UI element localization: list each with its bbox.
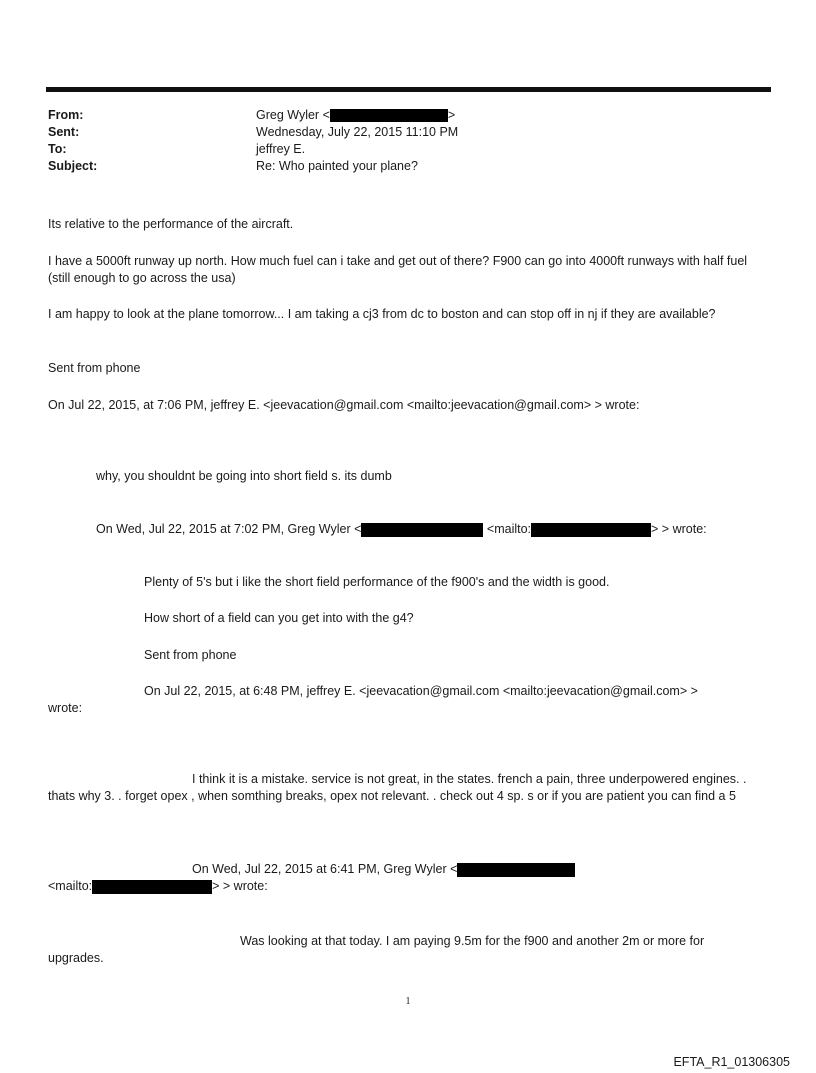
subject-value: Re: Who painted your plane? [256,159,418,173]
quote-header-suffix: > > wrote: [651,522,707,536]
page-number: 1 [405,996,411,1007]
quote-header-mid: <mailto: [486,522,532,536]
body-signature: Sent from phone [48,361,141,375]
quote-header-prefix: On Wed, Jul 22, 2015 at 6:41 PM, Greg Wyler < [192,862,458,876]
bates-number: EFTA_R1_01306305 [673,1055,790,1069]
quote-header: On Jul 22, 2015, at 6:48 PM, jeffrey E. <jeevacation@gmail.com <mailto:jeevacation@gmail.com> > [144,684,698,698]
redaction-block [330,109,448,122]
from-value-prefix: Greg Wyler < [256,108,330,122]
body-paragraph: I have a 5000ft runway up north. How much fuel can i take and get out of there? F900 can go into 4000ft runways with half fuel (still enough to go across the usa) [48,254,748,285]
sent-row [48,124,748,141]
quoted-text: I think it is a mistake. service is not great, in the states. french a pain, three underpowered engines. . thats why 3. . forget opex , when somthing breaks, opex not relevant. . check out 4 sp. s or if you are patient you can find a 5 [48,772,747,803]
body-paragraph: I am happy to look at the plane tomorrow... I am taking a cj3 from dc to boston and can stop off in nj if they are available? [48,307,716,321]
sent-label: Sent: [48,125,80,139]
to-row [48,141,748,158]
quote-header-prefix: On Wed, Jul 22, 2015 at 7:02 PM, Greg Wyler < [96,522,362,536]
header-rule [46,87,771,92]
email-header [48,107,748,175]
from-value-suffix: > [447,108,456,122]
quote-header-cont: wrote: [48,701,83,715]
from-value [256,107,455,124]
quote-header [192,861,575,878]
from-label: From: [48,108,84,122]
quoted-text: How short of a field can you get into with the g4? [144,611,414,625]
quoted-text: Was looking at that today. I am paying 9.5m for the f900 and another 2m or more for upgrades. [48,934,705,965]
quote-header-cont-suffix: > > wrote: [212,879,268,893]
quote-header: On Jul 22, 2015, at 7:06 PM, jeffrey E. <jeevacation@gmail.com <mailto:jeevacation@gmail.com> > wrote: [48,398,640,412]
quote-header-cont-prefix: <mailto: [48,879,93,893]
subject-row [48,158,748,175]
quoted-signature: Sent from phone [144,648,237,662]
body-paragraph: Its relative to the performance of the aircraft. [48,217,294,231]
quoted-text: why, you shouldnt be going into short field s. its dumb [96,469,392,483]
subject-label: Subject: [48,159,98,173]
quoted-text: Plenty of 5's but i like the short field performance of the f900's and the width is good. [144,575,610,589]
sent-value: Wednesday, July 22, 2015 11:10 PM [256,125,459,139]
redaction-block [457,863,575,877]
quote-header [96,521,707,538]
redaction-block [361,523,483,537]
quote-header-cont [48,878,268,895]
redaction-block [531,523,651,537]
from-row [48,107,748,124]
to-label: To: [48,142,67,156]
redaction-block [92,880,212,894]
to-value: jeffrey E. [256,142,306,156]
